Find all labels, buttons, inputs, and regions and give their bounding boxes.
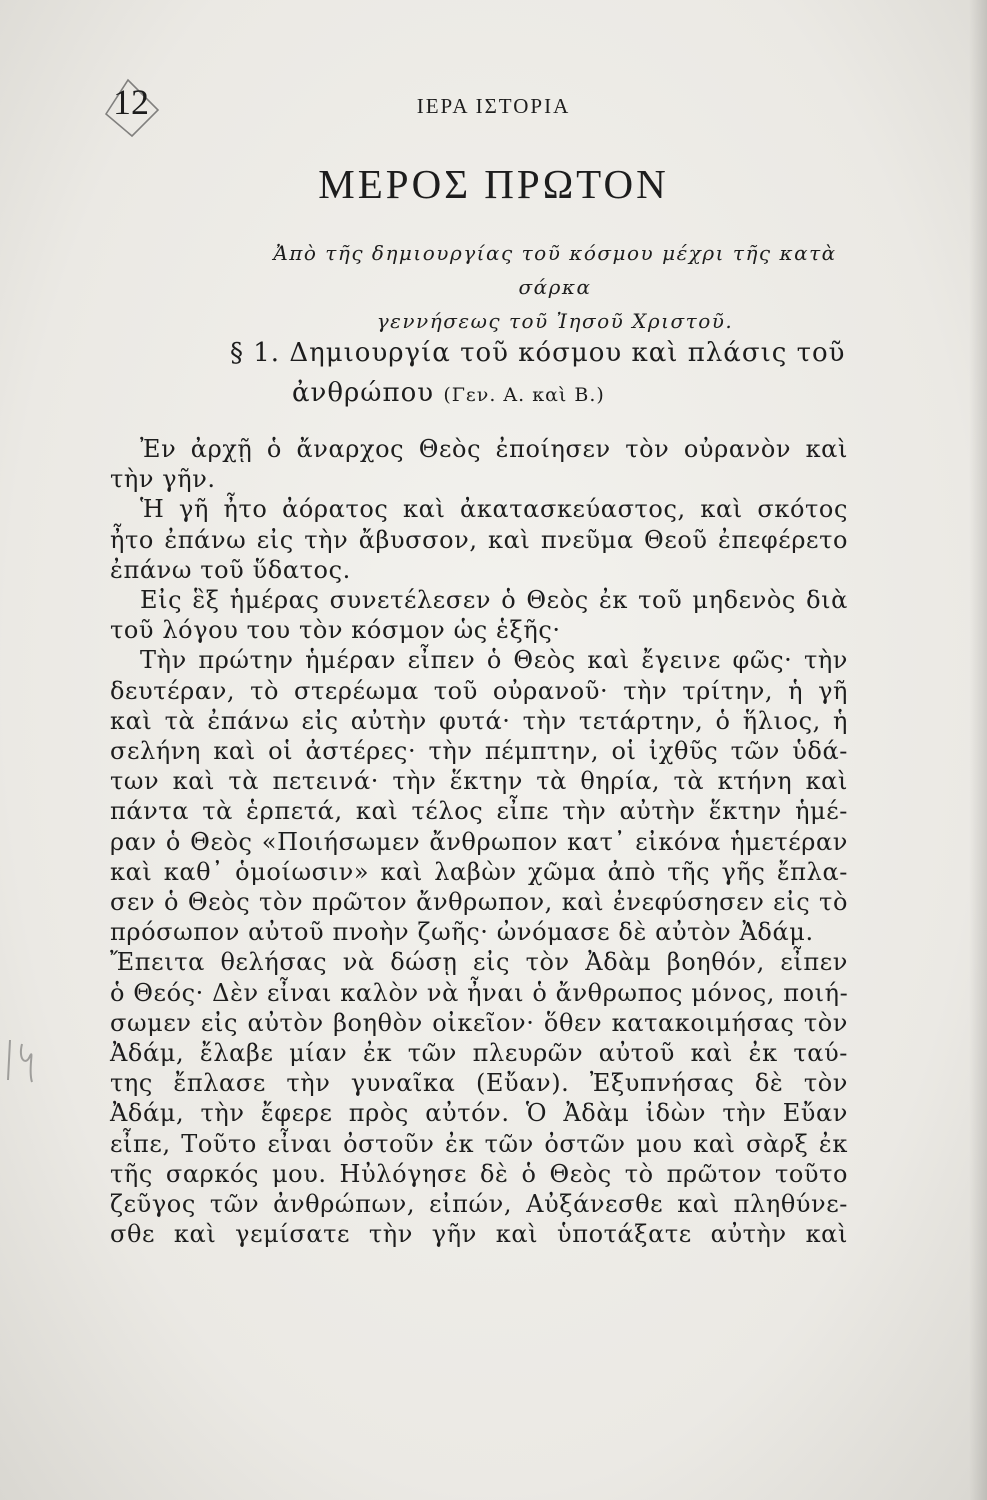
text-line: Τὴν πρώτην ἡμέραν εἶπεν ὁ Θεὸς καὶ ἔγεινε φῶς· τὴν [140,646,848,675]
text-line: των καὶ τὰ πετεινά· τὴν ἕκτην τὰ θηρία, τὰ κτήνη καὶ [110,767,848,796]
page-number: 12 [113,82,149,122]
margin-pencil-mark [0,1030,50,1090]
text-line: Ἀδάμ, τὴν ἔφερε πρὸς αὐτόν. Ὁ Ἀδὰμ ἰδὼν τὴν Εὔαν [110,1099,848,1128]
text-line: Ἡ γῆ ἦτο ἀόρατος καὶ ἀκατασκεύαστος, καὶ σκότος [140,495,848,524]
text-line: πρόσωπον αὐτοῦ πνοὴν ζωῆς· ὠνόμασε δὲ αὐτὸν Ἀδάμ. [110,918,814,947]
text-line: καὶ τὰ ἐπάνω εἰς αὐτὴν φυτά· τὴν τετάρτην, ὁ ἥλιος, ἡ [110,706,848,735]
text-line: ἐπάνω τοῦ ὕδατος. [110,555,351,584]
text-line: σελήνη καὶ οἱ ἀστέρες· τὴν πέμπτην, οἱ ἰχθῦς τῶν ὑδά- [110,737,848,766]
section-title-line2-wrap [230,373,870,415]
subtitle-line: Ἀπὸ τῆς δημιουργίας τοῦ κόσμου μέχρι τῆς κατὰ σάρκα [273,241,837,299]
part-subtitle [235,236,875,338]
text-line: Ἔπειτα θελήσας νὰ δώσῃ εἰς τὸν Ἀδὰμ βοηθόν, εἶπεν [110,948,848,977]
subtitle-line: γεννήσεως τοῦ Ἰησοῦ Χριστοῦ. [376,309,734,333]
part-title: ΜΕΡΟΣ ΠΡΩΤΟΝ [318,161,669,207]
text-line: τὴν γῆν. [110,465,216,494]
text-line: δευτέραν, τὸ στερέωμα τοῦ οὐρανοῦ· τὴν τρίτην, ἡ γῆ [110,676,848,705]
text-line: της ἔπλασε τὴν γυναῖκα (Εὔαν). Ἐξυπνήσας δὲ τὸν [110,1069,848,1098]
text-line: ἦτο ἐπάνω εἰς τὴν ἄβυσσον, καὶ πνεῦμα Θεοῦ ἐπεφέρετο [110,525,848,554]
page-edge-shadow [969,0,987,1500]
text-line: σθε καὶ γεμίσατε τὴν γῆν καὶ ὑποτάξατε αὐτὴν καὶ [110,1220,848,1249]
text-line: σεν ὁ Θεὸς τὸν πρῶτον ἄνθρωπον, καὶ ἐνεφύσησεν εἰς τὸ [110,888,848,917]
text-line: τῆς σαρκός μου. Ηὐλόγησε δὲ ὁ Θεὸς τὸ πρῶτον τοῦτο [110,1159,848,1188]
text-line: σωμεν εἰς αὐτὸν βοηθὸν οἰκεῖον· ὅθεν κατακοιμήσας τὸν [110,1008,848,1037]
text-line: Ἀδάμ, ἔλαβε μίαν ἐκ τῶν πλευρῶν αὐτοῦ καὶ ἐκ ταύ- [110,1039,848,1068]
section-reference: (Γεν. Α. καὶ Β.) [443,384,605,406]
text-line: Εἰς ἓξ ἡμέρας συνετέλεσεν ὁ Θεὸς ἐκ τοῦ μηδενὸς διὰ [140,586,848,615]
text-line: ὁ Θεός· Δὲν εἶναι καλὸν νὰ ἦναι ὁ ἄνθρωπος μόνος, ποιή- [110,978,849,1007]
text-line: ζεῦγος τῶν ἀνθρώπων, εἰπών, Αὐξάνεσθε καὶ πληθύνε- [110,1190,848,1219]
text-line: Ἐν ἀρχῇ ὁ ἄναρχος Θεὸς ἐποίησεν τὸν οὐρανὸν καὶ [140,435,848,463]
text-line: τοῦ λόγου του τὸν κόσμον ὡς ἑξῆς· [110,616,561,645]
running-head: ΙΕΡΑ ΙΣΤΟΡΙΑ [416,94,571,118]
text-line: πάντα τὰ ἑρπετά, καὶ τέλος εἶπε τὴν αὐτὴν ἕκτην ἡμέ- [110,797,848,826]
text-line: ραν ὁ Θεὸς «Ποιήσωμεν ἄνθρωπον κατ᾿ εἰκόνα ἡμετέραν [110,827,848,856]
body-text [110,434,848,1249]
section-number: § 1. [230,338,281,368]
text-line: καὶ καθ᾿ ὁμοίωσιν» καὶ λαβὼν χῶμα ἀπὸ τῆς γῆς ἔπλα- [110,857,848,886]
text-line: εἶπε, Τοῦτο εἶναι ὀστοῦν ἐκ τῶν ὀστῶν μου καὶ σὰρξ ἐκ [110,1129,848,1158]
section-title-line2: ἀνθρώπου [292,378,435,408]
section-heading [230,333,870,415]
section-title-line1: Δημιουργία τοῦ κόσμου καὶ πλάσις τοῦ [289,338,846,368]
